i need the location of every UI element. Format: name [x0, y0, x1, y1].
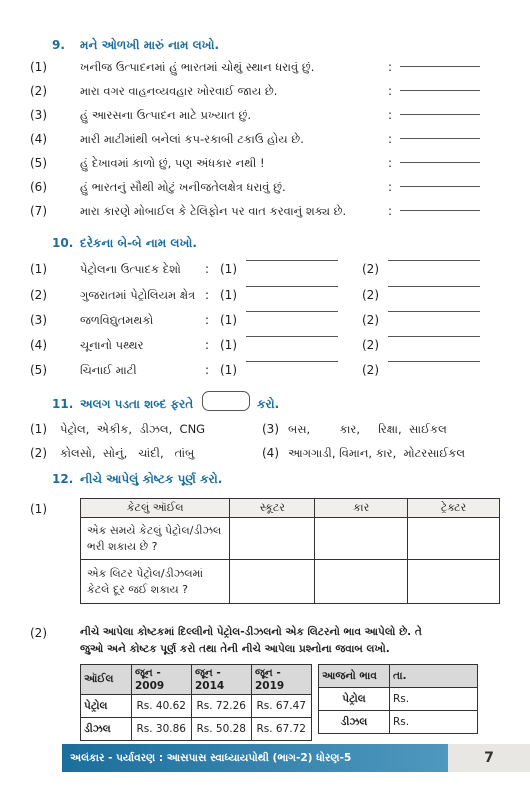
q11-title-before: અલગ પડતા શબ્દ ફરતે [80, 397, 194, 411]
cell-line: ભરી શકાય છે ? [87, 539, 158, 553]
table-row [319, 688, 478, 711]
q10-colon: : [205, 262, 210, 276]
q11-number: 11. [52, 397, 74, 411]
q9-item-number: (6) [30, 180, 47, 194]
table-header-row [81, 665, 312, 695]
answer-cell[interactable]: Rs. [390, 688, 478, 711]
price-cell: Rs. 67.47 [252, 695, 312, 718]
answer-blank[interactable] [246, 336, 338, 337]
q9-item-text: હું દેખાવમાં કાળો છું, પણ અંધકાર નથી ! [80, 156, 265, 170]
q10-item-number: (3) [30, 313, 47, 327]
q10-option-2-label: (2) [362, 363, 379, 377]
q12-part1-number: (1) [30, 502, 47, 516]
column-header: ઑઈલ [81, 665, 132, 695]
q10-item-number: (5) [30, 363, 47, 377]
table-row [81, 560, 500, 604]
q9-item-number: (1) [30, 60, 47, 74]
answer-blank[interactable] [388, 336, 480, 337]
price-cell: Rs. 50.28 [192, 718, 252, 741]
price-cell: Rs. 67.72 [252, 718, 312, 741]
oil-label: પેટ્રોલ [81, 695, 132, 718]
cell-line: એક લિટર પેટ્રોલ/ડીઝલમાં [87, 567, 204, 581]
oil-label: ડીઝલ [319, 711, 390, 734]
q9-colon: : [388, 84, 393, 98]
q12-number: 12. [52, 472, 74, 486]
q10-title: દરેકના બે-બે નામ લખો. [80, 236, 197, 250]
today-price-table [318, 664, 478, 734]
table-cell [81, 518, 230, 560]
cell-line: કેટલે દૂર જઈ શકાય ? [87, 582, 188, 596]
page-number: 7 [484, 750, 494, 766]
answer-cell[interactable] [408, 560, 500, 604]
q10-item-number: (4) [30, 338, 47, 352]
q10-item-text: ચિનાઈ માટી [80, 363, 137, 377]
q10-colon: : [205, 288, 210, 302]
q10-option-1-label: (1) [220, 262, 237, 276]
q10-item-text: ચૂનાનો પથ્થર [80, 338, 144, 352]
q9-title: મને ઓળખી મારું નામ લખો. [80, 38, 220, 52]
q9-item-text: હું આરસના ઉત્પાદન માટે પ્રખ્યાત છું. [80, 108, 251, 122]
q9-item-number: (4) [30, 132, 47, 146]
q11-item-text: બસ, કાર, રિક્ષા, સાઈકલ [288, 422, 447, 436]
answer-blank[interactable] [388, 260, 480, 261]
answer-blank[interactable] [246, 286, 338, 287]
price-cell: Rs. 72.26 [192, 695, 252, 718]
column-header: તા. [390, 665, 478, 688]
q9-colon: : [388, 132, 393, 146]
q9-item-text: ખનીજ ઉત્પાદનમાં હું ભારતમાં ચોથું સ્થાન ધરાવું છું. [80, 60, 315, 74]
q11-item-no: (2) [30, 446, 47, 460]
q9-colon: : [388, 60, 393, 74]
answer-cell[interactable] [315, 518, 408, 560]
answer-blank[interactable] [246, 361, 338, 362]
q10-option-2-label: (2) [362, 338, 379, 352]
price-table [80, 664, 312, 741]
q9-item-text: મારા વગર વાહનવ્યવહાર ખોરવાઈ જાય છે. [80, 84, 278, 98]
column-header: જૂન - 2014 [192, 665, 252, 695]
oil-label: પેટ્રોલ [319, 688, 390, 711]
q10-item-number: (2) [30, 288, 47, 302]
footer [0, 744, 530, 772]
column-header: જૂન - 2019 [252, 665, 312, 695]
table-row [319, 711, 478, 734]
q11-item-no: (1) [30, 422, 47, 436]
answer-blank[interactable] [400, 66, 480, 67]
q10-option-1-label: (1) [220, 313, 237, 327]
q10-item-text: પેટ્રોલના ઉત્પાદક દેશો [80, 262, 181, 276]
answer-blank[interactable] [388, 311, 480, 312]
q9-colon: : [388, 108, 393, 122]
answer-blank[interactable] [400, 138, 480, 139]
q9-number: 9. [52, 38, 65, 52]
q10-colon: : [205, 363, 210, 377]
column-header: ટ્રેક્ટર [408, 499, 500, 518]
circle-box-icon [202, 391, 250, 411]
q10-option-2-label: (2) [362, 262, 379, 276]
answer-cell[interactable]: Rs. [390, 711, 478, 734]
oil-label: ડીઝલ [81, 718, 132, 741]
answer-blank[interactable] [400, 162, 480, 163]
answer-blank[interactable] [246, 311, 338, 312]
q12-part2-line: જુઓ અને કોષ્ટક પૂર્ણ કરો તથા તેની નીચે આપેલા પ્રશ્નોના જવાબ લખો. [80, 643, 390, 655]
answer-blank[interactable] [400, 186, 480, 187]
price-cell: Rs. 40.62 [132, 695, 192, 718]
answer-cell[interactable] [230, 518, 315, 560]
footer-text: અલંકાર - પર્યાવરણ : આસપાસ સ્વાધ્યાયપોથી (ભાગ-2) ધોરણ-5 [70, 752, 352, 764]
column-header: આજનો ભાવ [319, 665, 390, 688]
answer-blank[interactable] [388, 361, 480, 362]
answer-cell[interactable] [315, 560, 408, 604]
table-row [81, 718, 312, 741]
table-header-row [319, 665, 478, 688]
q12-part2-number: (2) [30, 626, 47, 640]
q12-table [80, 498, 500, 604]
q10-option-1-label: (1) [220, 338, 237, 352]
q9-colon: : [388, 180, 393, 194]
q10-number: 10. [52, 236, 74, 250]
q9-colon: : [388, 156, 393, 170]
q11-title-after: કરો. [257, 397, 280, 411]
q10-option-2-label: (2) [362, 288, 379, 302]
q10-option-1-label: (1) [220, 363, 237, 377]
q11-item-text: પેટ્રોલ, એકીક, ડીઝલ, CNG [60, 422, 206, 436]
q9-item-text: મારી માટીમાંથી બનેલાં કપ-રકાબી ટકાઉ હોય છે. [80, 132, 304, 146]
answer-cell[interactable] [408, 518, 500, 560]
q10-colon: : [205, 338, 210, 352]
q9-item-number: (3) [30, 108, 47, 122]
cell-line: એક સમયે કેટલું પેટ્રોલ/ડીઝલ [87, 524, 222, 538]
table-cell [81, 560, 230, 604]
answer-cell[interactable] [230, 560, 315, 604]
q10-item-number: (1) [30, 262, 47, 276]
q10-item-text: જળવિદ્યુતમથકો [80, 313, 154, 327]
table-header-row [81, 499, 500, 518]
q9-item-number: (7) [30, 204, 47, 218]
q12-title: નીચે આપેલું કોષ્ટક પૂર્ણ કરો. [80, 472, 223, 486]
answer-blank[interactable] [400, 210, 480, 211]
q11-item-text: આગગાડી, વિમાન, કાર, મોટરસાઈકલ [288, 446, 466, 460]
q11-item-text: કોલસો, સોનું, ચાંદી, તાંબુ [60, 446, 195, 460]
table-row [81, 695, 312, 718]
answer-blank[interactable] [400, 90, 480, 91]
q10-colon: : [205, 313, 210, 327]
q9-colon: : [388, 204, 393, 218]
answer-blank[interactable] [388, 286, 480, 287]
q10-item-text: ગુજરાતમાં પેટ્રોલિયમ ક્ષેત્ર [80, 288, 196, 302]
q9-item-text: હું ભારતનું સૌથી મોટું ખનીજતેલક્ષેત્ર ધરાવું છું. [80, 180, 286, 194]
q9-item-text: મારા કારણે મોબાઈલ કે ટેલિફોન પર વાત કરવાનું શક્ય છે. [80, 204, 347, 218]
column-header: કેટલું ઑઈલ [81, 499, 230, 518]
q11-item-no: (4) [262, 446, 279, 460]
answer-blank[interactable] [400, 114, 480, 115]
answer-blank[interactable] [246, 260, 338, 261]
column-header: કાર [315, 499, 408, 518]
q10-option-2-label: (2) [362, 313, 379, 327]
q12-part2-line: નીચે આપેલા કોષ્ટકમાં દિલ્લીનો પેટ્રોલ-ડીઝલનો એક લિટરનો ભાવ આપેલો છે. તે [80, 626, 422, 638]
q11-item-no: (3) [262, 422, 279, 436]
column-header: સ્કૂટર [230, 499, 315, 518]
table-row [81, 518, 500, 560]
q9-item-number: (2) [30, 84, 47, 98]
q10-option-1-label: (1) [220, 288, 237, 302]
column-header: જૂન - 2009 [132, 665, 192, 695]
q9-item-number: (5) [30, 156, 47, 170]
price-cell: Rs. 30.86 [132, 718, 192, 741]
